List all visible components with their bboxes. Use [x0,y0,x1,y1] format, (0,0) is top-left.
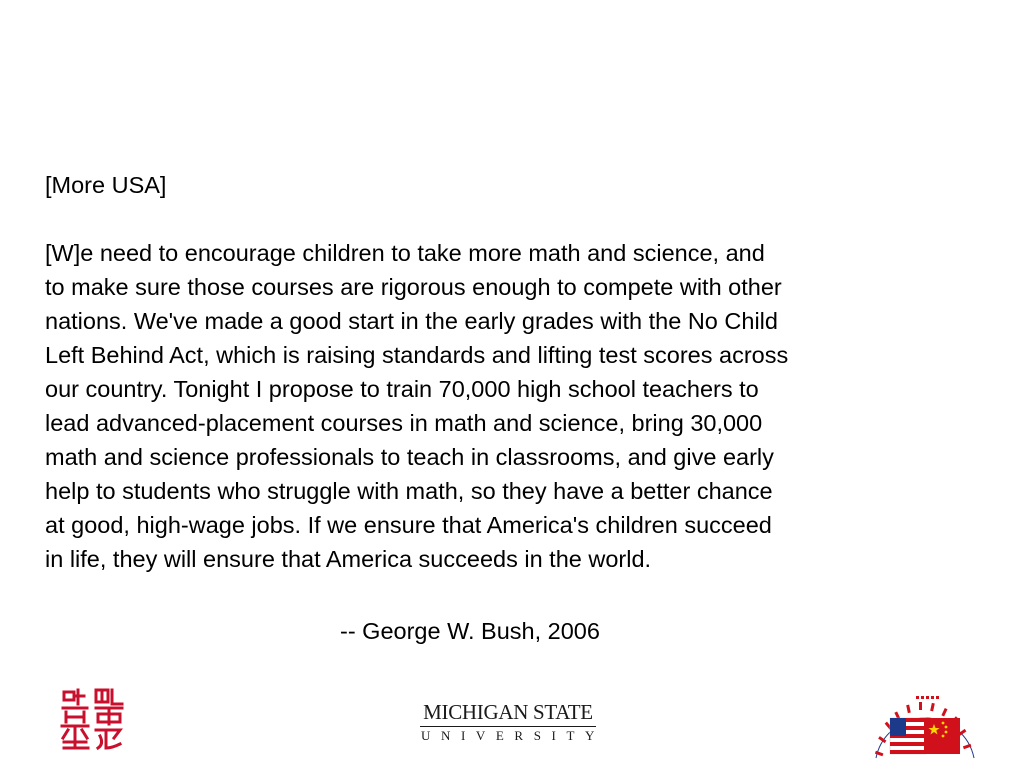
quote-line: at good, high-wage jobs. If we ensure that America's children succeed [45,512,772,538]
msu-logo-line2: UNIVERSITY [421,728,605,743]
us-china-flags-icon [868,672,982,762]
msu-logo-divider [420,726,596,727]
red-chinese-seal-icon [58,686,126,754]
quote-line: math and science professionals to teach in classrooms, and give early [45,444,774,470]
us-china-center-logo [868,672,982,762]
msu-logo-line1: MICHIGAN STATE [423,700,593,724]
slide-body [45,168,955,576]
quote-line: Left Behind Act, which is raising standards and lifting test scores across [45,342,789,368]
quote-line: our country. Tonight I propose to train 70,000 high school teachers to [45,376,759,402]
quote-attribution: -- George W. Bush, 2006 [340,618,600,644]
quote-line: [W]e need to encourage children to take more math and science, and [45,240,765,266]
quote-text [45,236,955,576]
quote-line: help to students who struggle with math, so they have a better chance [45,478,773,504]
quote-line: nations. We've made a good start in the early grades with the No Child [45,308,778,334]
msu-logo [418,700,605,746]
slide-heading: [More USA] [45,172,167,198]
quote-line: to make sure those courses are rigorous enough to compete with other [45,274,782,300]
quote-line: lead advanced-placement courses in math and science, bring 30,000 [45,410,763,436]
quote-line: in life, they will ensure that America succeeds in the world. [45,546,652,572]
chinese-seal-logo [58,686,126,754]
